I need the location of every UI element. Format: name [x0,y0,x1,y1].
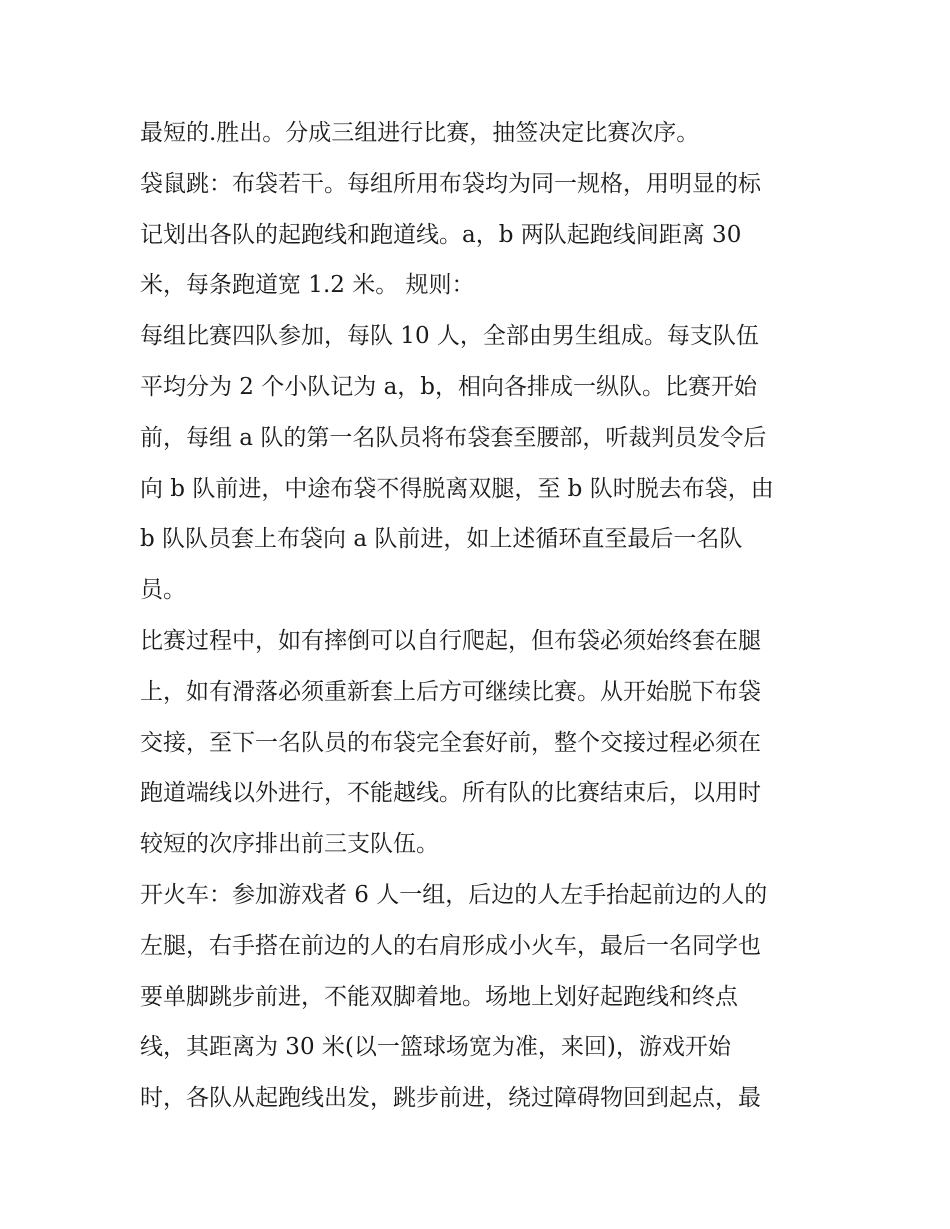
text-line: 跑道端线以外进行，不能越线。所有队的比赛结束后，以用时 [140,780,761,807]
text-line: b 队队员套上布袋向 a 队前进，如上述循环直至最后一名队 [140,526,743,553]
text-line: 线，其距离为 30 米(以一篮球场宽为准，来回)，游戏开始 [140,1034,731,1061]
text-line: 较短的次序排出前三支队伍。 [140,831,439,858]
text-line: 前，每组 a 队的第一名队员将布袋套至腰部，听裁判员发令后 [140,424,767,451]
text-line: 最短的.胜出。分成三组进行比赛，抽签决定比赛次序。 [140,120,700,146]
text-line: 米，每条跑道宽 1.2 米。 规则： [140,272,475,299]
text-line: 比赛过程中，如有摔倒可以自行爬起，但布袋必须始终套在腿 [140,627,761,654]
text-line: 上，如有滑落必须重新套上后方可继续比赛。从开始脱下布袋 [140,678,761,705]
document-body [140,108,820,1124]
text-line: 开火车：参加游戏者 6 人一组，后边的人左手抬起前边的人的 [140,881,768,908]
text-line: 时，各队从起跑线出发，跳步前进，绕过障碍物回到起点，最 [140,1085,761,1112]
text-line: 交接，至下一名队员的布袋完全套好前，整个交接过程必须在 [140,729,761,756]
text-line: 记划出各队的起跑线和跑道线。a，b 两队起跑线间距离 30 [140,221,742,248]
text-line: 袋鼠跳：布袋若干。每组所用布袋均为同一规格，用明显的标 [140,170,761,197]
text-line: 平均分为 2 个小队记为 a，b，相向各排成一纵队。比赛开始 [140,373,758,400]
text-line: 向 b 队前进，中途布袋不得脱离双腿，至 b 队时脱去布袋，由 [140,475,774,502]
text-line: 员。 [140,577,186,604]
text-line: 要单脚跳步前进，不能双脚着地。场地上划好起跑线和终点 [140,983,738,1010]
text-line: 左腿，右手搭在前边的人的右肩形成小火车，最后一名同学也 [140,932,761,959]
text-line: 每组比赛四队参加，每队 10 人，全部由男生组成。每支队伍 [140,323,759,350]
